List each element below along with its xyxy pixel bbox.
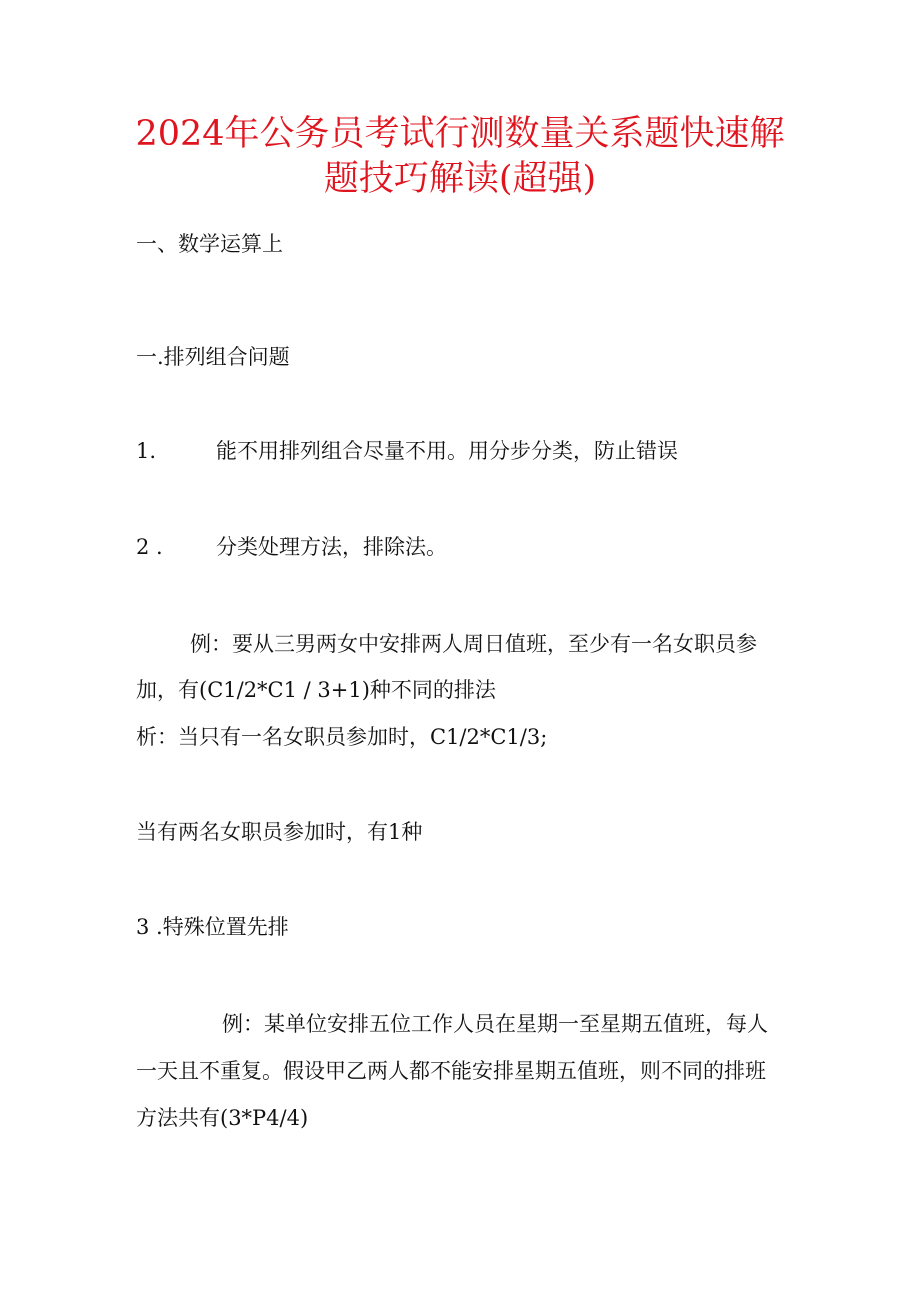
list-item-1 (136, 437, 678, 465)
list-item-3: 3 .特殊位置先排 (136, 915, 289, 939)
section-heading: 一、数学运算上 (136, 232, 283, 256)
list-item-2-number: 2 . (136, 535, 163, 559)
document-title-line-1: 2024年公务员考试行测数量关系题快速解 (135, 114, 785, 154)
example-1-line-1: 例：要从三男两女中安排两人周日值班，至少有一名女职员参 (190, 632, 757, 656)
example-2-line-1: 例：某单位安排五位工作人员在星期一至星期五值班，每人 (222, 1012, 768, 1036)
analysis-line-1: 析：当只有一名女职员参加时，C1/2*C1/3; (136, 725, 548, 749)
list-item-2-text: 分类处理方法，排除法。 (216, 535, 447, 559)
analysis-line-2: 当有两名女职员参加时，有1种 (136, 820, 423, 844)
subsection-heading: 一.排列组合问题 (136, 345, 290, 369)
example-2-line-2: 一天且不重复。假设甲乙两人都不能安排星期五值班，则不同的排班 (136, 1059, 766, 1083)
document-title-line-2: 题技巧解读(超强) (323, 159, 597, 199)
list-item-2 (136, 533, 447, 561)
example-2-line-3: 方法共有(3*P4/4) (136, 1106, 309, 1130)
list-item-1-number: 1. (136, 439, 157, 463)
example-1-line-2: 加，有(C1/2*C1 / 3+1)种不同的排法 (136, 678, 496, 702)
list-item-1-text: 能不用排列组合尽量不用。用分步分类，防止错误 (216, 439, 678, 463)
